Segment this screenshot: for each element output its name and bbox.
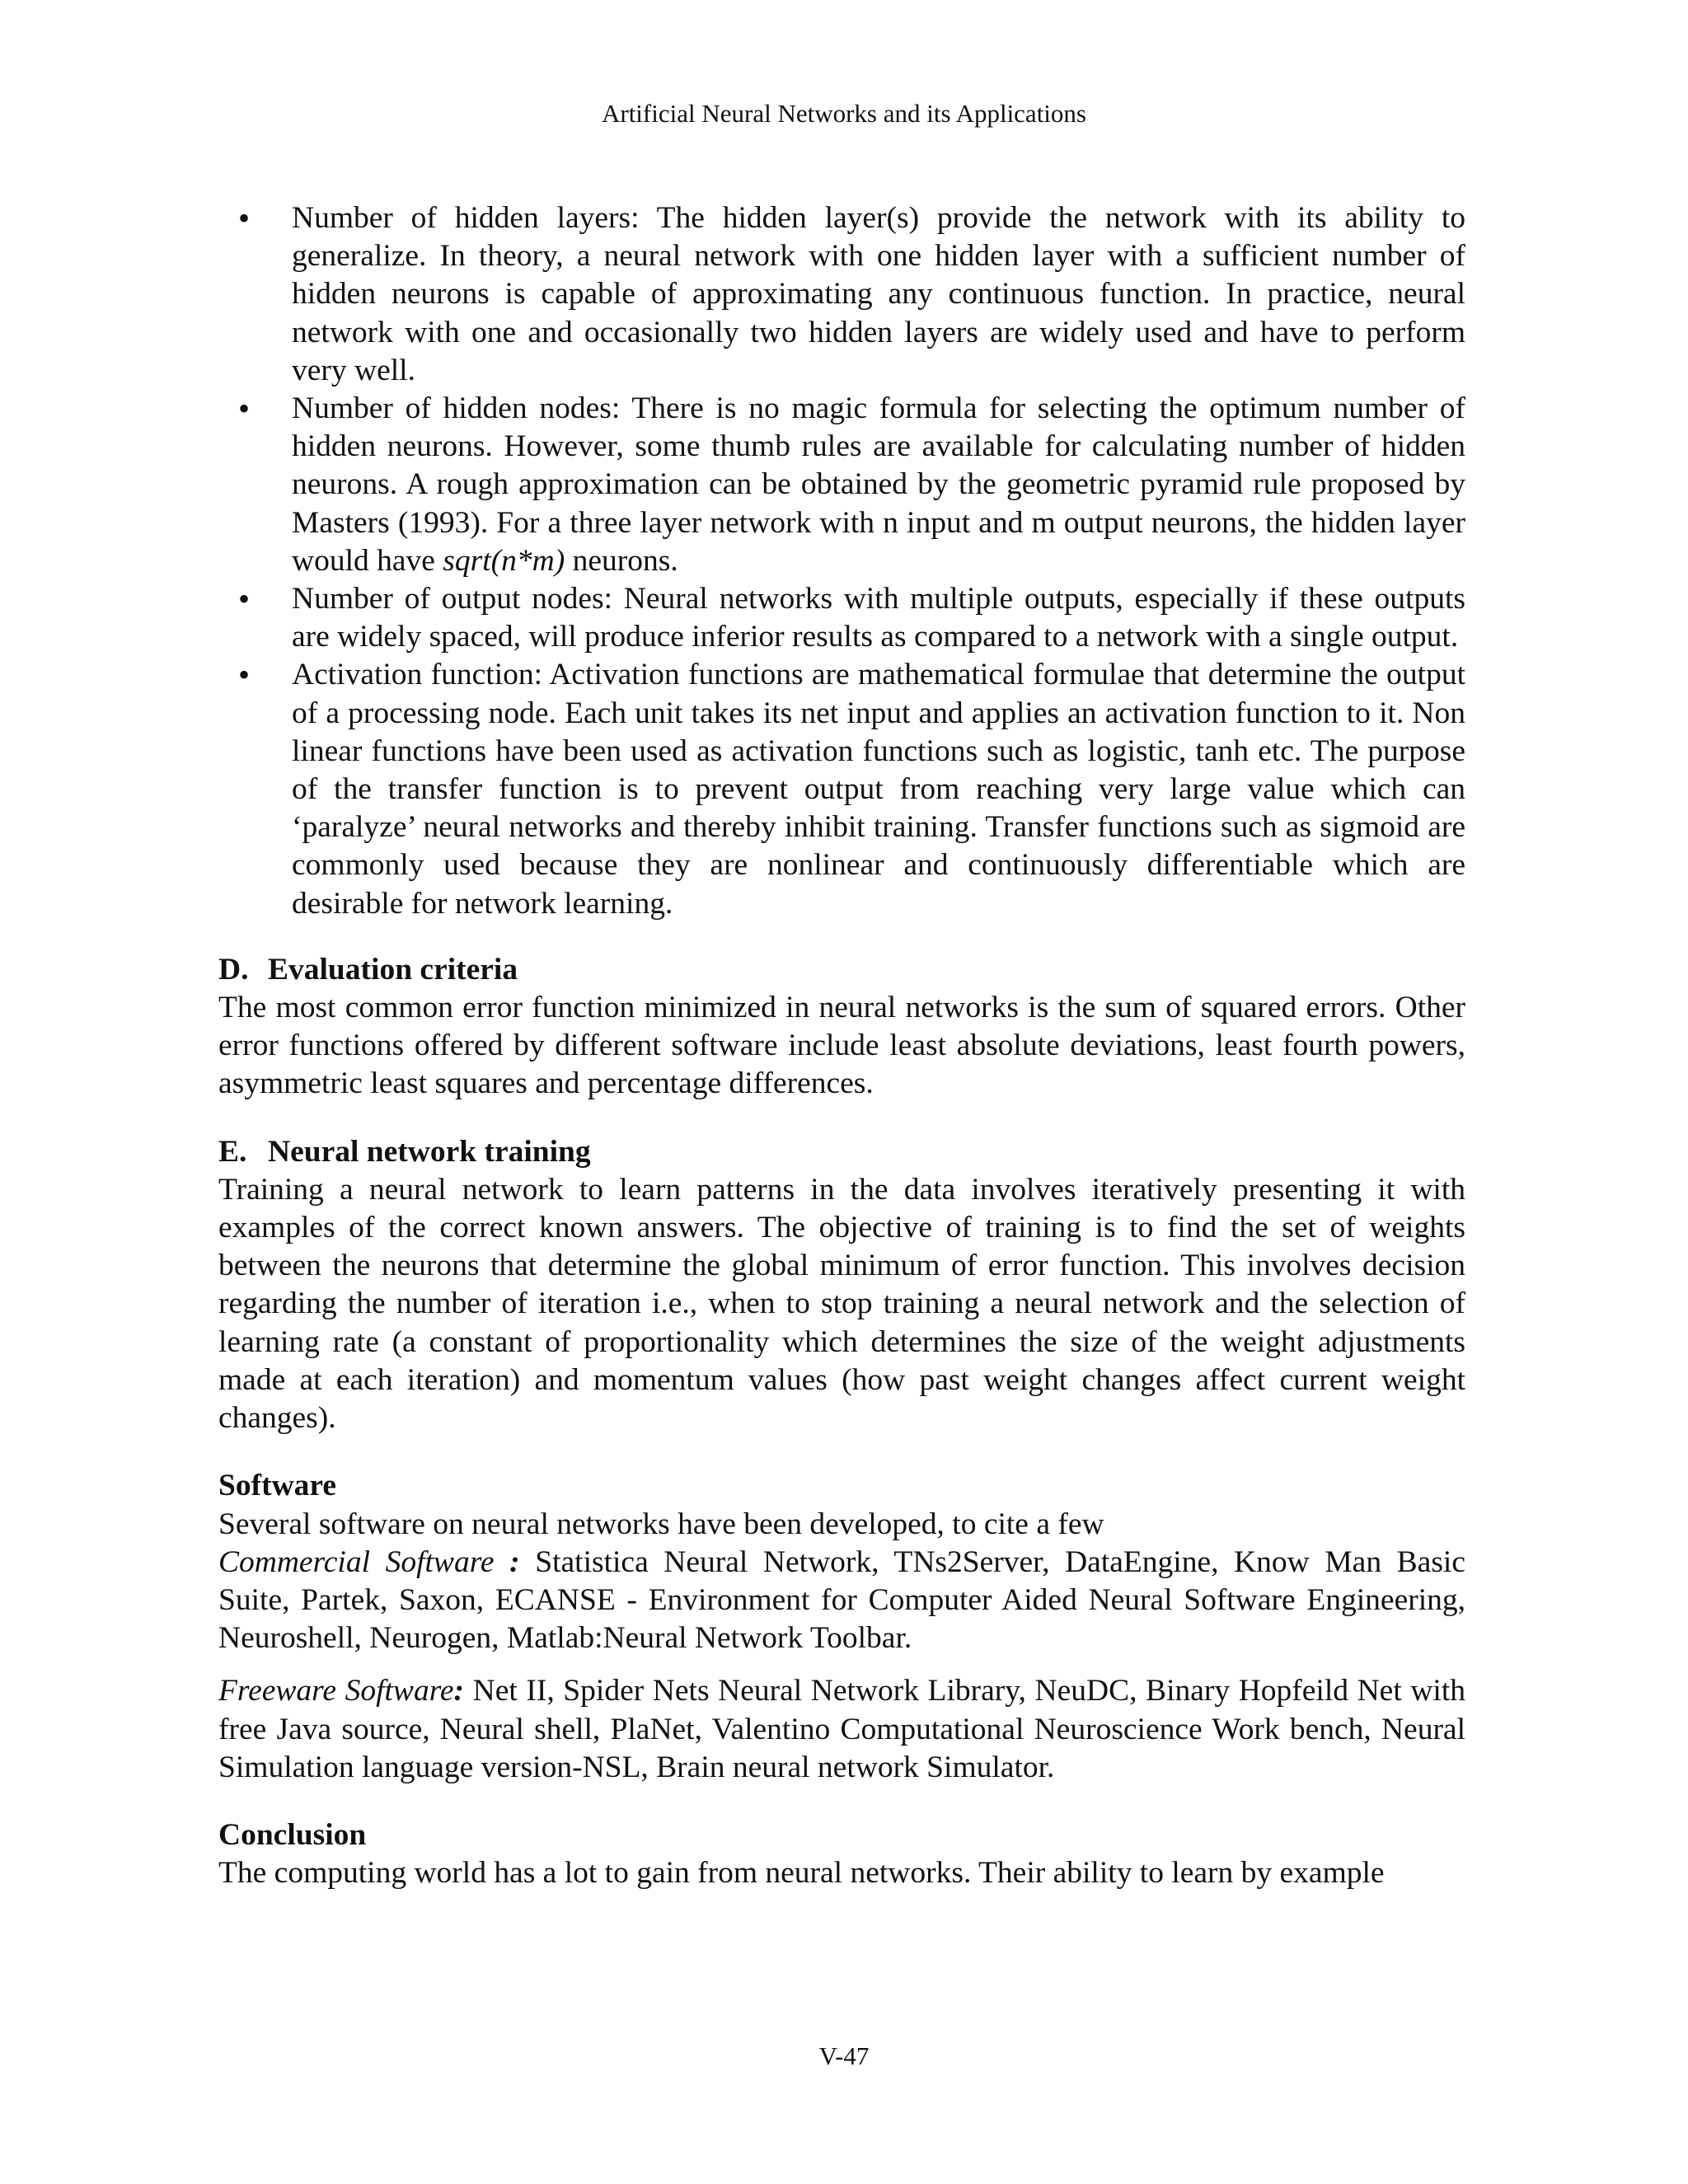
freeware-software-colon: : <box>453 1674 465 1708</box>
list-item-hidden-nodes <box>218 390 1465 580</box>
section-d-number: D. <box>218 952 249 987</box>
section-d-heading <box>218 951 1465 989</box>
page-number: V-47 <box>818 2041 870 2070</box>
hidden-nodes-text-end: neurons. <box>565 543 678 578</box>
section-d-title: Evaluation criteria <box>268 952 518 987</box>
freeware-software-label: Freeware Software <box>218 1674 454 1708</box>
section-e-body: Training a neural network to learn patterns in the data involves iteratively presenting it with examples of the correct known answers. The objective of training is to find the set of weights between the neurons that determine the global minimum of error function. This involves decision regarding the number of iteration i.e., when to stop training a neural network and the selection of learning rate (a constant of proportionality which determines the size of the weight adjustments made at each iteration) and momentum values (how past weight changes affect current weight changes). <box>218 1172 1465 1436</box>
commercial-software-paragraph <box>218 1544 1465 1658</box>
pyramid-rule-formula: sqrt(n*m) <box>443 543 565 578</box>
section-d-body: The most common error function minimized in neural networks is the sum of squared errors. Other error functions offered by different software include least absolute deviations, least fourth powers, asymmetric least squares and percentage differences. <box>218 991 1465 1101</box>
conclusion-body: The computing world has a lot to gain from neural networks. Their ability to learn by example <box>218 1856 1385 1891</box>
design-parameters-list <box>218 199 1465 923</box>
page-body <box>218 199 1465 1892</box>
list-item-activation-function: • Activation function: Activation functions are mathematical formulae that determine the output of a processing node. Each unit takes its net input and applies an activation function to it. Non linear functions have been used as activation functions such as logistic, tanh etc. The purpose of the transfer function is to prevent output from reaching very large value which can ‘paralyze’ neural networks and thereby inhibit training. Transfer functions such as sigmoid are commonly used because they are nonlinear and continuously differentiable which are desirable for network learning. <box>218 656 1465 922</box>
freeware-software-list: Net II, Spider Nets Neural Network Library, NeuDC, Binary Hopfeild Net with free Java source, Neural shell, PlaNet, Valentino Computational Neuroscience Work bench, Neural Simulation language version-NSL, Brain neural network Simulator. <box>218 1674 1465 1784</box>
software-heading: Software <box>218 1469 337 1503</box>
section-e-number: E. <box>218 1134 247 1169</box>
list-item-hidden-layers: • Number of hidden layers: The hidden layer(s) provide the network with its ability to generalize. In theory, a neural network with one hidden layer with a sufficient number of hidden neurons is capable of approximating any continuous function. In practice, neural network with one and occasionally two hidden layers are widely used and have to perform very well. <box>218 199 1465 390</box>
conclusion-heading: Conclusion <box>218 1817 367 1852</box>
commercial-software-list: Statistica Neural Network, TNs2Server, DataEngine, Know Man Basic Suite, Partek, Saxon, ECANSE - Environment for Computer Aided Neural Software Engineering, Neuroshell, Neurogen, Matlab:Neural Network Toolbar. <box>218 1544 1465 1656</box>
hidden-nodes-text: Number of hidden nodes: There is no magic formula for selecting the optimum number of hidden neurons. However, some thumb rules are available for calculating number of hidden neurons. A rough approximation can be obtained by the geometric pyramid rule proposed by Masters (1993). For a three layer network with n input and m output neurons, the hidden layer would have <box>292 391 1465 578</box>
running-title: Artificial Neural Networks and its Applications <box>601 99 1086 128</box>
section-e-heading <box>218 1133 1465 1171</box>
software-intro: Several software on neural networks have been developed, to cite a few <box>218 1507 1104 1541</box>
section-e-title: Neural network training <box>268 1134 591 1169</box>
commercial-software-label: Commercial Software <box>218 1544 495 1579</box>
commercial-software-colon: : <box>494 1544 520 1579</box>
freeware-software-paragraph <box>218 1672 1465 1787</box>
list-item-output-nodes: • Number of output nodes: Neural networks with multiple outputs, especially if these outputs are widely spaced, will produce inferior results as compared to a network with a single output. <box>218 580 1465 656</box>
